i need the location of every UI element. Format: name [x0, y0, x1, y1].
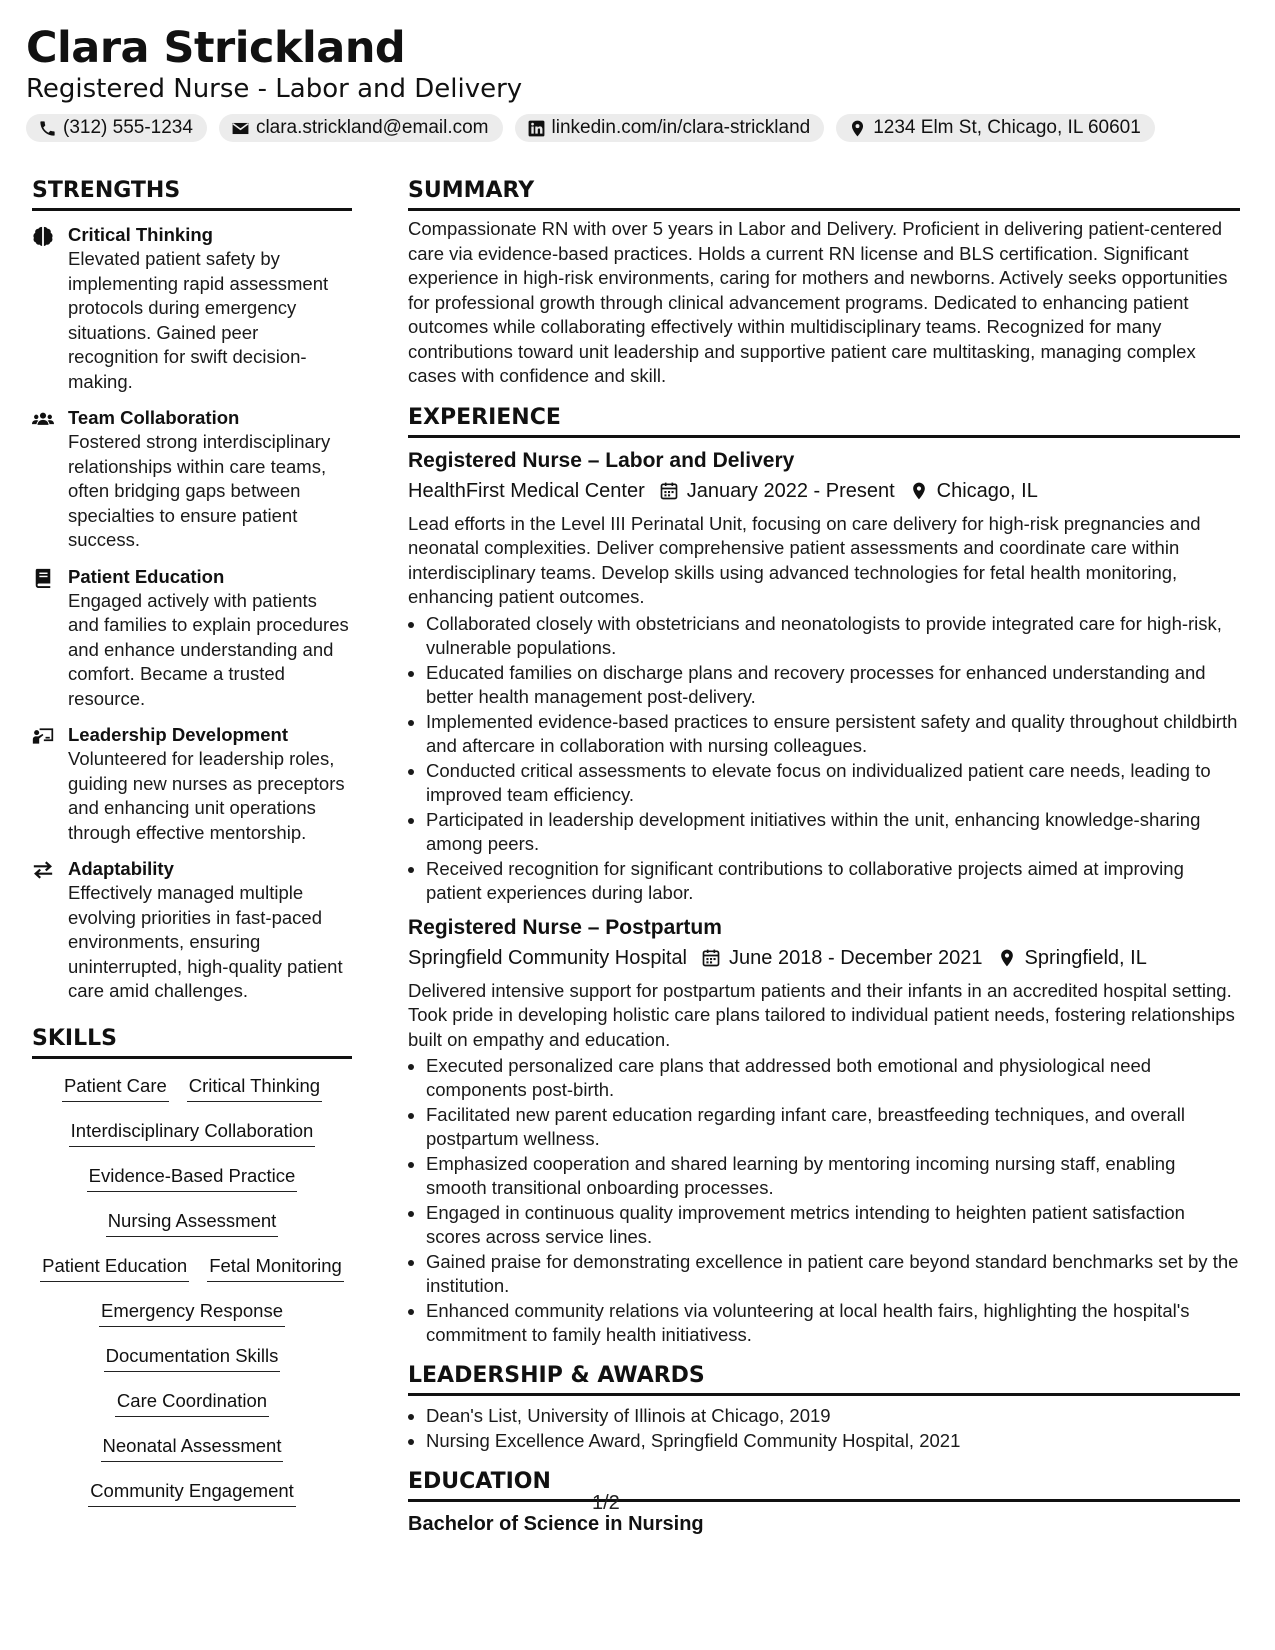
envelope-icon	[231, 119, 250, 138]
job-bullets	[408, 612, 1240, 905]
job-location: Chicago, IL	[936, 479, 1038, 502]
awards-list	[408, 1404, 1240, 1453]
strength-title: Team Collaboration	[68, 407, 240, 428]
award-item: • Nursing Excellence Award, Springfield Community Hospital, 2021	[426, 1429, 1240, 1453]
brain-icon	[32, 226, 54, 246]
skill-tag: Emergency Response	[99, 1298, 285, 1327]
strength-title: Critical Thinking	[68, 224, 213, 245]
skill-tag: Care Coordination	[115, 1388, 269, 1417]
contact-phone[interactable]	[26, 114, 207, 142]
skills-list	[32, 1059, 352, 1523]
calendar-icon	[701, 948, 721, 968]
skill-tag: Fetal Monitoring	[207, 1253, 344, 1282]
job-bullet: • Educated families on discharge plans and recovery processes for enhanced understanding and better health management post-delivery.	[426, 661, 1240, 709]
job-dates: June 2018 - December 2021	[729, 946, 983, 969]
linkedin-icon	[527, 119, 546, 138]
contact-email[interactable]	[219, 114, 503, 142]
strength-title: Patient Education	[68, 565, 225, 587]
job-meta	[408, 943, 1240, 973]
skill-tag: Documentation Skills	[104, 1343, 281, 1372]
job-bullet: • Received recognition for significant contributions to collaborative projects aimed at improving patient experiences during labor.	[426, 857, 1240, 905]
job-description: Lead efforts in the Level III Perinatal Unit, focusing on care delivery for high-risk pregnancies and neonatal complexities. Deliver comprehensive patient assessments and coordinate care within interdisciplinary teams. Develop skills using advanced technologies for fetal health monitoring, enhancing patient outcomes.	[408, 512, 1201, 607]
job-bullet: • Collaborated closely with obstetricians and neonatologists to provide integrated care for high-risk, vulnerable populations.	[426, 612, 1240, 660]
contact-address-text: 1234 Elm St, Chicago, IL 60601	[873, 117, 1141, 138]
job-dates: January 2022 - Present	[686, 479, 895, 502]
phone-icon	[38, 119, 57, 138]
job-bullet: • Executed personalized care plans that addressed both emotional and physiological need components post-birth.	[426, 1054, 1240, 1102]
strength-item	[32, 223, 352, 394]
strength-desc: Engaged actively with patients and families to explain procedures and enhance understanding and comfort. Became a trusted resource.	[68, 589, 349, 709]
exchange-arrows-icon	[32, 860, 54, 880]
contact-email-text: clara.strickland@email.com	[255, 117, 489, 138]
job-bullet: • Conducted critical assessments to elevate focus on individualized patient care needs, leading to improved team efficiency.	[426, 759, 1240, 807]
strength-title: Adaptability	[68, 858, 174, 879]
contact-address	[836, 114, 1155, 142]
job-bullets	[408, 1054, 1240, 1347]
strength-desc: Fostered strong interdisciplinary relationships within care teams, often bridging gaps between specialties to ensure patient success.	[68, 431, 331, 550]
job-title: Registered Nurse – Labor and Delivery	[408, 448, 795, 472]
strength-item	[32, 723, 352, 845]
location-pin-icon	[909, 481, 929, 501]
strength-desc: Elevated patient safety by implementing rapid assessment protocols during emergency situations. Gained peer recognition for swift decision-making.	[68, 248, 329, 392]
skill-tag: Patient Education	[40, 1253, 189, 1282]
experience-heading: EXPERIENCE	[408, 403, 1240, 438]
calendar-icon	[659, 481, 679, 501]
candidate-name: Clara Strickland	[26, 23, 406, 73]
summary-text: Compassionate RN with over 5 years in Labor and Delivery. Proficient in delivering patient-centered care via evidence-based practices. Holds a current RN license and BLS certification. Significant experience in high-risk environments, caring for mothers and newborns. Actively seeks opportunities for professional growth through clinical advancement programs. Dedicated to enhancing patient outcomes while collaborating effectively within multidisciplinary teams. Recognized for many contributions toward unit leadership and supportive patient care multitasking, managing complex cases with confidence and skill.	[408, 218, 1228, 386]
award-item: • Dean's List, University of Illinois at Chicago, 2019	[426, 1404, 1240, 1428]
education-degree: Bachelor of Science in Nursing	[408, 1513, 704, 1535]
job-description: Delivered intensive support for postpartum patients and their infants in an accredited hospital setting. Took pride in developing holistic care plans tailored to individual patient needs, fostering relationships built on empathy and education.	[408, 979, 1235, 1050]
page-number: 1/2	[592, 1492, 620, 1514]
skill-tag: Neonatal Assessment	[101, 1433, 284, 1462]
education-section	[408, 1467, 1240, 1538]
skills-section	[32, 1024, 352, 1523]
job-company: HealthFirst Medical Center	[408, 479, 645, 502]
awards-heading: LEADERSHIP & AWARDS	[408, 1361, 1240, 1396]
strength-item	[32, 857, 352, 1004]
chalkboard-teacher-icon	[32, 726, 54, 746]
strength-item	[32, 565, 352, 712]
job-bullet: • Enhanced community relations via volunteering at local health fairs, highlighting the hospital's commitment to family health initiativess.	[426, 1299, 1240, 1347]
awards-section	[408, 1361, 1240, 1453]
right-column	[408, 176, 1240, 1538]
job-meta	[408, 476, 1240, 506]
strength-title: Leadership Development	[68, 724, 289, 745]
job-entry	[408, 913, 1240, 1348]
experience-section	[408, 403, 1240, 1348]
skill-tag: Nursing Assessment	[106, 1208, 279, 1237]
strengths-heading: STRENGTHS	[32, 176, 352, 211]
job-location: Springfield, IL	[1024, 946, 1147, 969]
job-bullet: • Participated in leadership development initiatives within the unit, enhancing knowledge-sharing among peers.	[426, 808, 1240, 856]
job-company: Springfield Community Hospital	[408, 946, 688, 969]
job-entry	[408, 446, 1240, 905]
job-bullet: • Emphasized cooperation and shared learning by mentoring incoming nursing staff, enabling smooth transitional onboarding processes.	[426, 1152, 1240, 1200]
summary-heading: SUMMARY	[408, 176, 1240, 211]
contact-phone-text: (312) 555-1234	[63, 117, 193, 138]
job-bullet: • Implemented evidence-based practices to ensure persistent safety and quality throughout childbirth and aftercare in collaboration with nursing colleagues.	[426, 710, 1240, 758]
skill-tag: Interdisciplinary Collaboration	[69, 1118, 316, 1147]
location-pin-icon	[997, 948, 1017, 968]
candidate-role: Registered Nurse - Labor and Delivery	[26, 74, 523, 104]
contact-linkedin-text: linkedin.com/in/clara-strickland	[551, 117, 811, 138]
skill-tag: Community Engagement	[88, 1478, 296, 1507]
skill-tag: Patient Care	[62, 1073, 169, 1102]
users-icon	[32, 409, 54, 429]
strength-item	[32, 406, 352, 553]
strength-desc: Effectively managed multiple evolving priorities in fast-paced environments, ensuring uninterrupted, high-quality patient care amid challenges.	[68, 882, 343, 1001]
education-heading: EDUCATION	[408, 1467, 1240, 1502]
job-bullet: • Gained praise for demonstrating excellence in patient care beyond standard benchmarks set by the institution.	[426, 1250, 1240, 1298]
strength-desc: Volunteered for leadership roles, guiding new nurses as preceptors and enhancing unit operations through effective mentorship.	[68, 748, 345, 843]
skills-heading: SKILLS	[32, 1024, 352, 1059]
skill-tag: Critical Thinking	[187, 1073, 322, 1102]
skill-tag: Evidence-Based Practice	[87, 1163, 298, 1192]
left-column	[32, 176, 352, 1523]
job-bullet: • Engaged in continuous quality improvement metrics intending to heighten patient satisfaction scores across service lines.	[426, 1201, 1240, 1249]
job-bullet: • Facilitated new parent education regarding infant care, breastfeeding techniques, and overall postpartum wellness.	[426, 1103, 1240, 1151]
book-icon	[32, 568, 54, 588]
job-title: Registered Nurse – Postpartum	[408, 915, 722, 939]
contact-linkedin[interactable]	[515, 114, 825, 142]
location-pin-icon	[848, 119, 867, 138]
contact-bar	[26, 114, 1155, 142]
strengths-list	[32, 223, 352, 1004]
